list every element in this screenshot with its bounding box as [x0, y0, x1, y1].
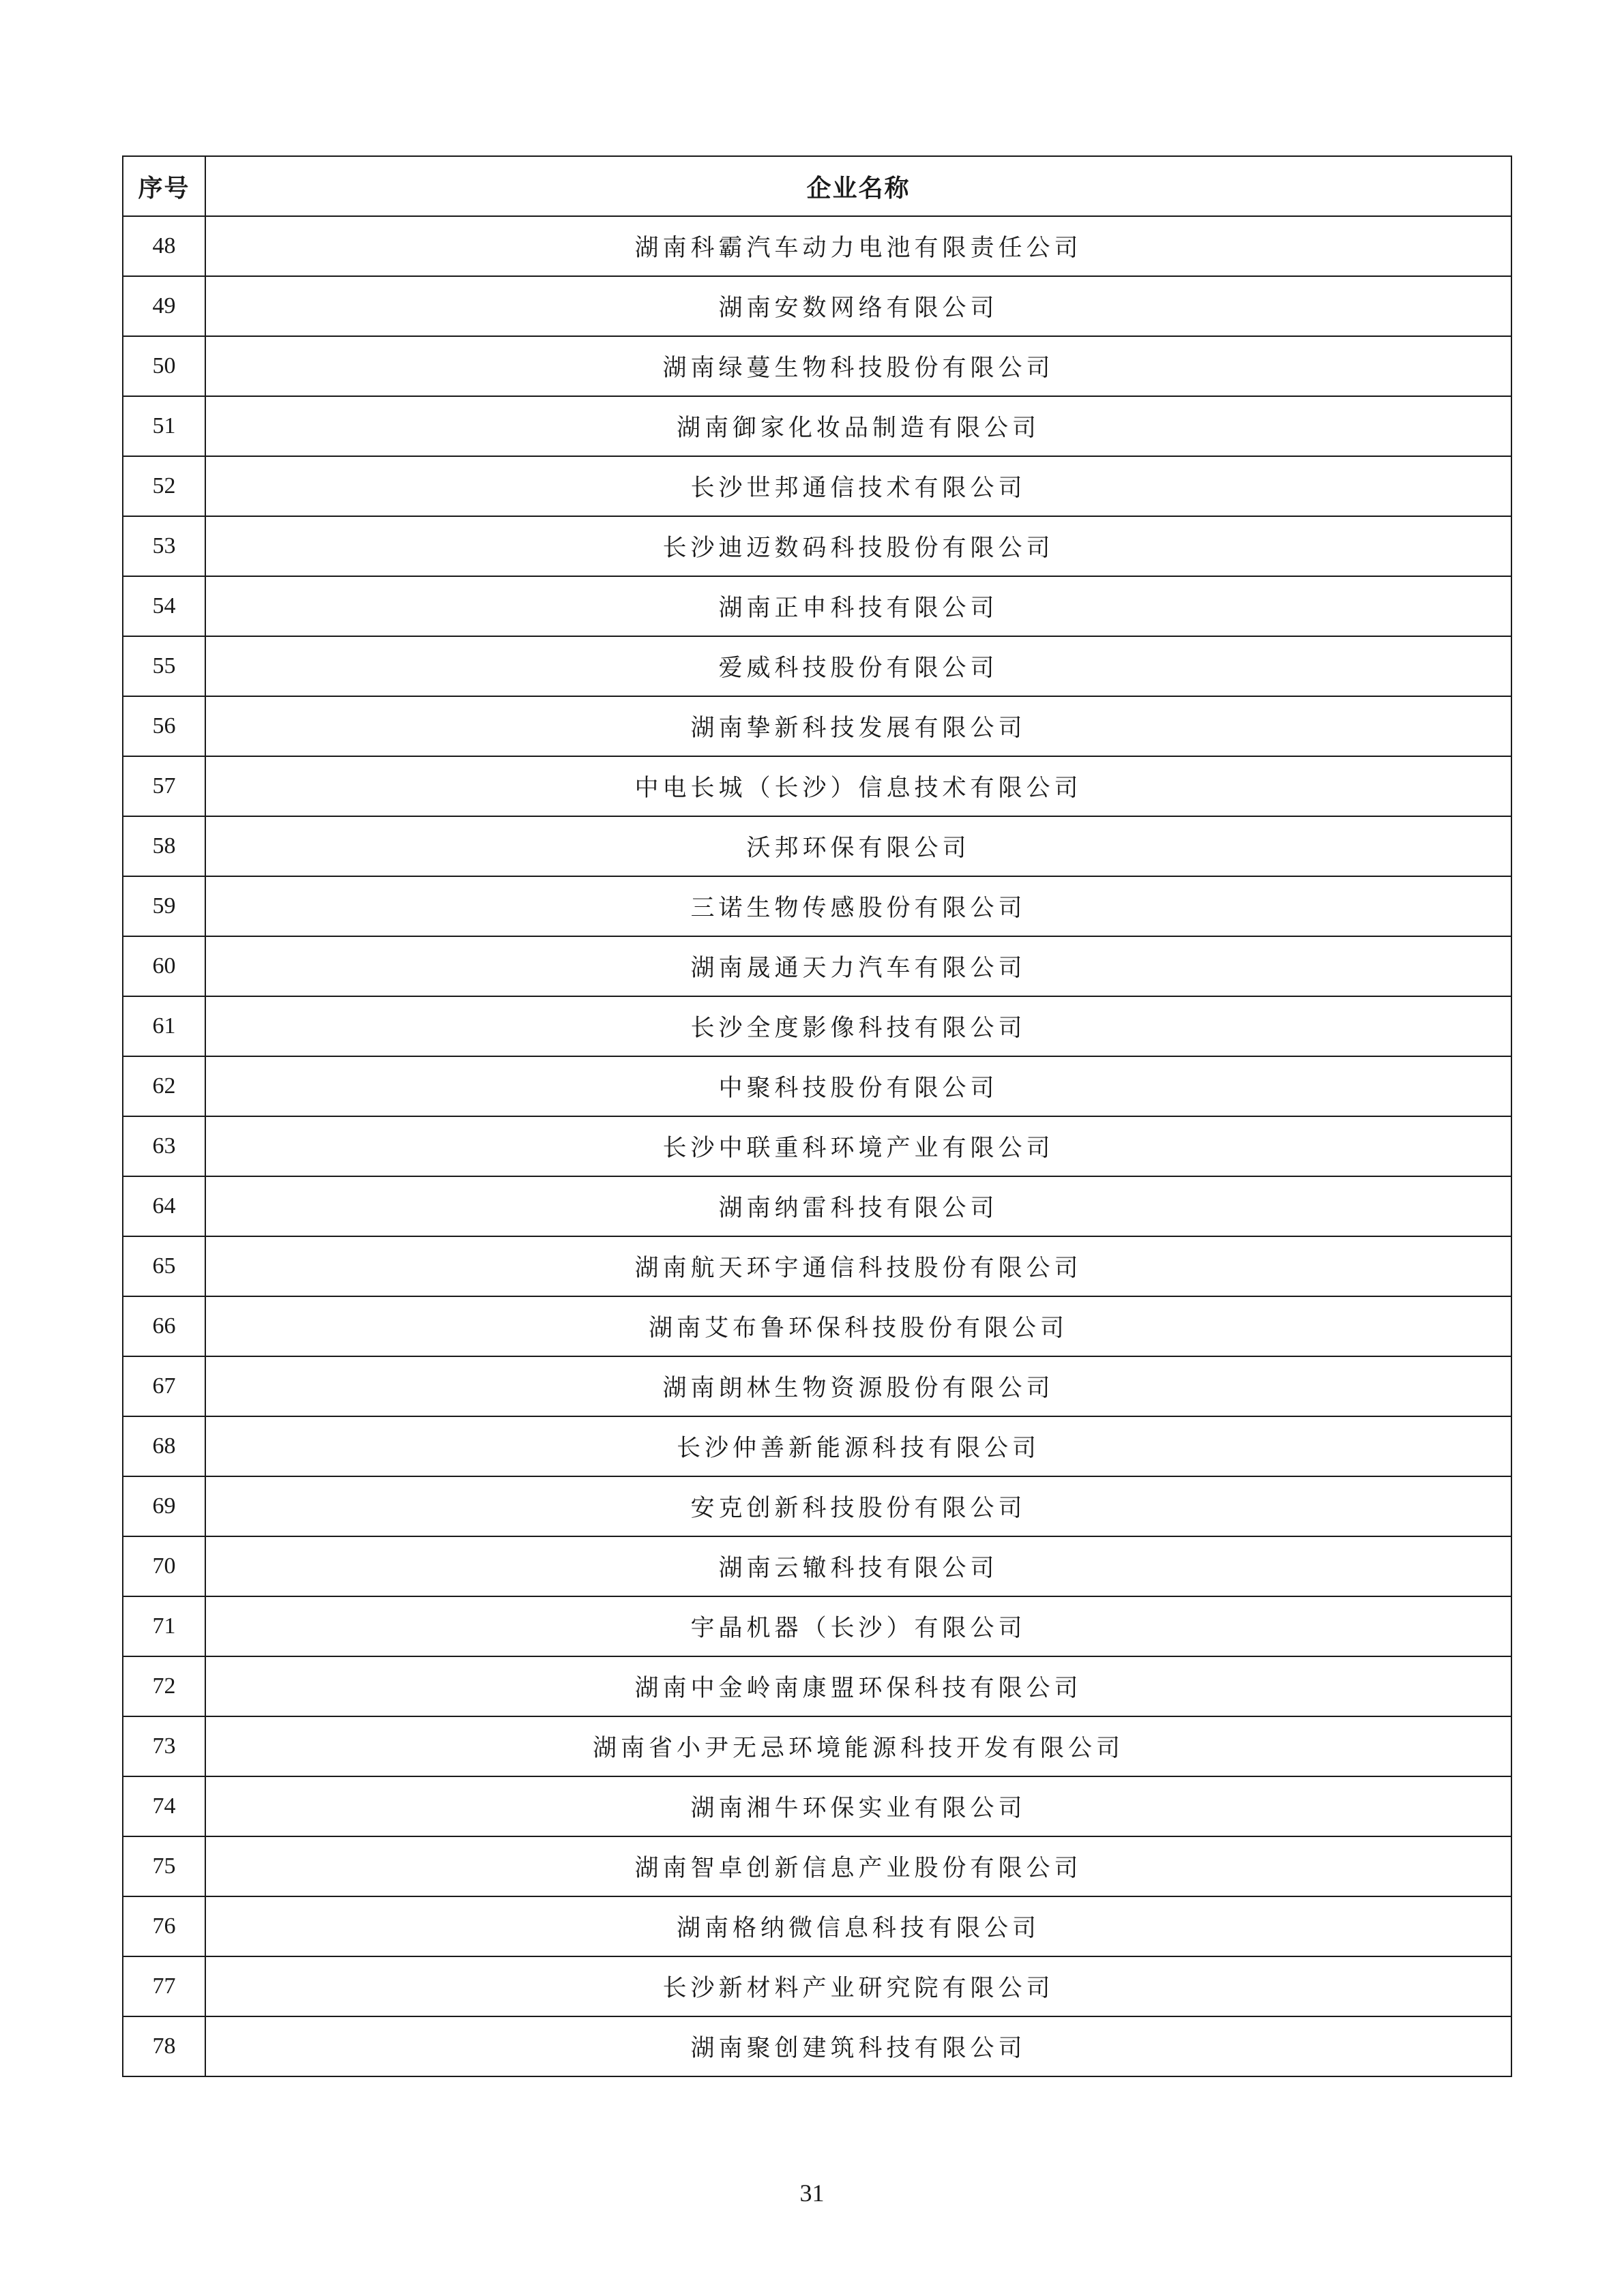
table-row: [123, 816, 1511, 876]
company-name: 长沙仲善新能源科技有限公司: [205, 1416, 1511, 1476]
table-row: [123, 396, 1511, 456]
company-name: 湖南省小尹无忌环境能源科技开发有限公司: [205, 1716, 1511, 1776]
table-row: [123, 2016, 1511, 2076]
company-name: 湖南云辙科技有限公司: [205, 1536, 1511, 1596]
company-name: 湖南晟通天力汽车有限公司: [205, 936, 1511, 996]
table-row: [123, 336, 1511, 396]
row-index: 58: [123, 816, 205, 876]
row-index: 72: [123, 1656, 205, 1716]
company-name: 湖南绿蔓生物科技股份有限公司: [205, 336, 1511, 396]
row-index: 67: [123, 1356, 205, 1416]
table-row: [123, 636, 1511, 696]
table-row: [123, 936, 1511, 996]
company-name: 湖南科霸汽车动力电池有限责任公司: [205, 216, 1511, 276]
company-name: 沃邦环保有限公司: [205, 816, 1511, 876]
table-row: [123, 1656, 1511, 1716]
table-row: [123, 1236, 1511, 1296]
company-list-table: [122, 155, 1512, 2077]
row-index: 56: [123, 696, 205, 756]
table-row: [123, 1776, 1511, 1836]
row-index: 53: [123, 516, 205, 576]
table-row: [123, 1116, 1511, 1176]
company-name: 湖南湘牛环保实业有限公司: [205, 1776, 1511, 1836]
row-index: 70: [123, 1536, 205, 1596]
row-index: 62: [123, 1056, 205, 1116]
table-row: [123, 1296, 1511, 1356]
table-body: [123, 216, 1511, 2076]
row-index: 75: [123, 1836, 205, 1896]
row-index: 57: [123, 756, 205, 816]
company-name: 长沙新材料产业研究院有限公司: [205, 1956, 1511, 2016]
company-name: 湖南挚新科技发展有限公司: [205, 696, 1511, 756]
company-name: 中聚科技股份有限公司: [205, 1056, 1511, 1116]
company-name: 三诺生物传感股份有限公司: [205, 876, 1511, 936]
company-name: 湖南纳雷科技有限公司: [205, 1176, 1511, 1236]
row-index: 63: [123, 1116, 205, 1176]
row-index: 64: [123, 1176, 205, 1236]
company-name: 长沙迪迈数码科技股份有限公司: [205, 516, 1511, 576]
table-row: [123, 756, 1511, 816]
table-row: [123, 516, 1511, 576]
row-index: 76: [123, 1896, 205, 1956]
table-row: [123, 276, 1511, 336]
row-index: 77: [123, 1956, 205, 2016]
table-row: [123, 216, 1511, 276]
company-name: 湖南中金岭南康盟环保科技有限公司: [205, 1656, 1511, 1716]
table-row: [123, 456, 1511, 516]
table-row: [123, 1176, 1511, 1236]
table-row: [123, 1596, 1511, 1656]
row-index: 69: [123, 1476, 205, 1536]
company-name: 湖南御家化妆品制造有限公司: [205, 396, 1511, 456]
company-name: 湖南正申科技有限公司: [205, 576, 1511, 636]
table-row: [123, 1476, 1511, 1536]
company-name: 长沙中联重科环境产业有限公司: [205, 1116, 1511, 1176]
row-index: 60: [123, 936, 205, 996]
company-name: 中电长城（长沙）信息技术有限公司: [205, 756, 1511, 816]
table-row: [123, 996, 1511, 1056]
page-number: 31: [799, 2179, 825, 2207]
company-name: 宇晶机器（长沙）有限公司: [205, 1596, 1511, 1656]
row-index: 78: [123, 2016, 205, 2076]
table-row: [123, 1536, 1511, 1596]
row-index: 54: [123, 576, 205, 636]
company-name: 湖南艾布鲁环保科技股份有限公司: [205, 1296, 1511, 1356]
header-index: 序号: [123, 156, 205, 216]
company-name: 湖南格纳微信息科技有限公司: [205, 1896, 1511, 1956]
header-company-name: 企业名称: [205, 156, 1511, 216]
table-row: [123, 1356, 1511, 1416]
row-index: 61: [123, 996, 205, 1056]
row-index: 66: [123, 1296, 205, 1356]
row-index: 51: [123, 396, 205, 456]
company-name: 长沙全度影像科技有限公司: [205, 996, 1511, 1056]
table-row: [123, 1836, 1511, 1896]
row-index: 55: [123, 636, 205, 696]
row-index: 52: [123, 456, 205, 516]
row-index: 59: [123, 876, 205, 936]
table-row: [123, 1956, 1511, 2016]
company-name: 爱威科技股份有限公司: [205, 636, 1511, 696]
row-index: 73: [123, 1716, 205, 1776]
company-name: 湖南朗林生物资源股份有限公司: [205, 1356, 1511, 1416]
table-row: [123, 1056, 1511, 1116]
company-name: 湖南安数网络有限公司: [205, 276, 1511, 336]
table-row: [123, 1896, 1511, 1956]
row-index: 71: [123, 1596, 205, 1656]
row-index: 49: [123, 276, 205, 336]
table-row: [123, 1716, 1511, 1776]
table-header-row: [123, 156, 1511, 216]
table-row: [123, 576, 1511, 636]
row-index: 50: [123, 336, 205, 396]
company-name: 湖南智卓创新信息产业股份有限公司: [205, 1836, 1511, 1896]
row-index: 74: [123, 1776, 205, 1836]
table-row: [123, 876, 1511, 936]
company-name: 湖南航天环宇通信科技股份有限公司: [205, 1236, 1511, 1296]
company-name: 安克创新科技股份有限公司: [205, 1476, 1511, 1536]
table-row: [123, 696, 1511, 756]
row-index: 48: [123, 216, 205, 276]
row-index: 68: [123, 1416, 205, 1476]
table-row: [123, 1416, 1511, 1476]
company-name: 长沙世邦通信技术有限公司: [205, 456, 1511, 516]
row-index: 65: [123, 1236, 205, 1296]
company-name: 湖南聚创建筑科技有限公司: [205, 2016, 1511, 2076]
